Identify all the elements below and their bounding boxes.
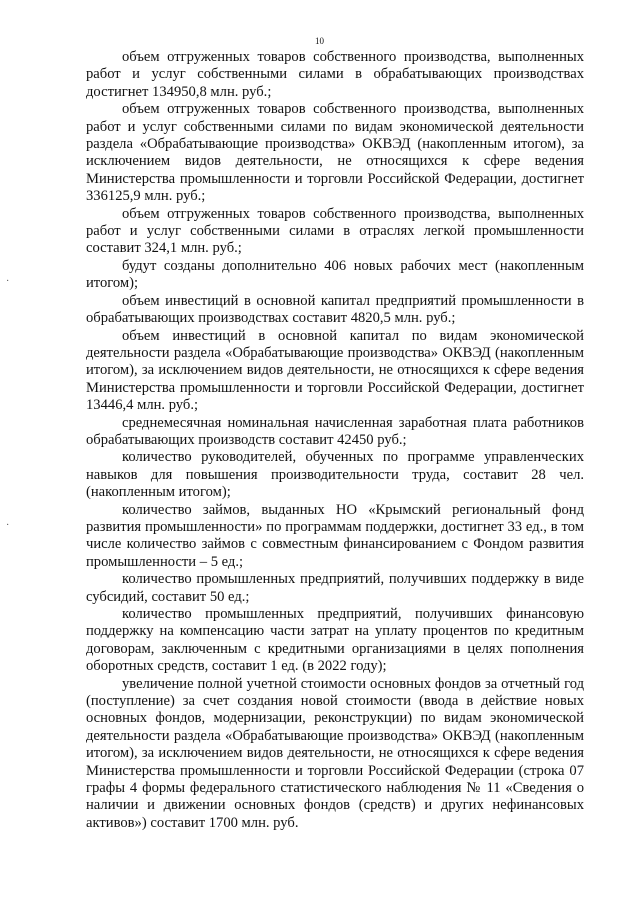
paragraph: количество займов, выданных НО «Крымский региональный фонд развития промышленности» по программам поддержки, достигнет 33 ед., в том числе количество займов с совместным финансированием с Фондом развития промышленности – 5 ед.; bbox=[86, 501, 584, 570]
paragraph: объем отгруженных товаров собственного производства, выполненных работ и услуг собственными силами по видам экономической деятельности раздела «Обрабатывающие производства» ОКВЭД (накопленным итогом), за исключением видов деятельности, не относящихся к сфере ведения Министерства промышленности и торговли Российской Федерации, достигнет 336125,9 млн. руб.; bbox=[86, 101, 584, 205]
document-body bbox=[86, 49, 584, 832]
paragraph: объем инвестиций в основной капитал по видам экономической деятельности раздела «Обрабатывающие производства» ОКВЭД (накопленным итогом), за исключением видов деятельности, не относящихся к сфере ведения Министерства промышленности и торговли Российской Федерации, достигнет 13446,4 млн. руб.; bbox=[86, 327, 584, 414]
paragraph: будут созданы дополнительно 406 новых рабочих мест (накопленным итогом); bbox=[86, 257, 584, 292]
paragraph: объем отгруженных товаров собственного производства, выполненных работ и услуг собственными силами в обрабатывающих производствах достигнет 134950,8 млн. руб.; bbox=[86, 49, 584, 100]
paragraph: количество руководителей, обученных по программе управленческих навыков для повышения производительности труда, составит 28 чел. (накопленным итогом); bbox=[86, 449, 584, 501]
paragraph: количество промышленных предприятий, получивших финансовую поддержку на компенсацию части затрат на уплату процентов по кредитным договорам, заключенным с кредитными организациями в целях пополнения оборотных средств, составит 1 ед. (в 2022 году); bbox=[86, 606, 584, 675]
paragraph: объем инвестиций в основной капитал предприятий промышленности в обрабатывающих производствах составит 4820,5 млн. руб.; bbox=[86, 292, 584, 327]
page-number: 10 bbox=[315, 36, 324, 46]
paragraph: среднемесячная номинальная начисленная заработная плата работников обрабатывающих производств составит 42450 руб.; bbox=[86, 414, 584, 448]
paragraph: объем отгруженных товаров собственного производства, выполненных работ и услуг собственными силами в отраслях легкой промышленности составит 324,1 млн. руб.; bbox=[86, 205, 584, 257]
margin-mark: · bbox=[6, 276, 10, 287]
margin-mark: · bbox=[6, 520, 10, 531]
paragraph: увеличение полной учетной стоимости основных фондов за отчетный год (поступление) за счет создания новой стоимости (ввода в действие новых основных фондов, модернизации, реконструкции) по видам экономической деятельности раздела «Обрабатывающие производства» ОКВЭД (накопленным итогом), за исключением видов деятельности, не относящихся к сфере ведения Министерства промышленности и торговли Российской Федерации (строка 07 графы 4 формы федерального статистического наблюдения № 11 «Сведения о наличии и движении основных фондов (средств) и других нефинансовых активов») составит 1700 млн. руб. bbox=[86, 675, 584, 831]
paragraph: количество промышленных предприятий, получивших поддержку в виде субсидий, составит 50 ед.; bbox=[86, 571, 584, 605]
